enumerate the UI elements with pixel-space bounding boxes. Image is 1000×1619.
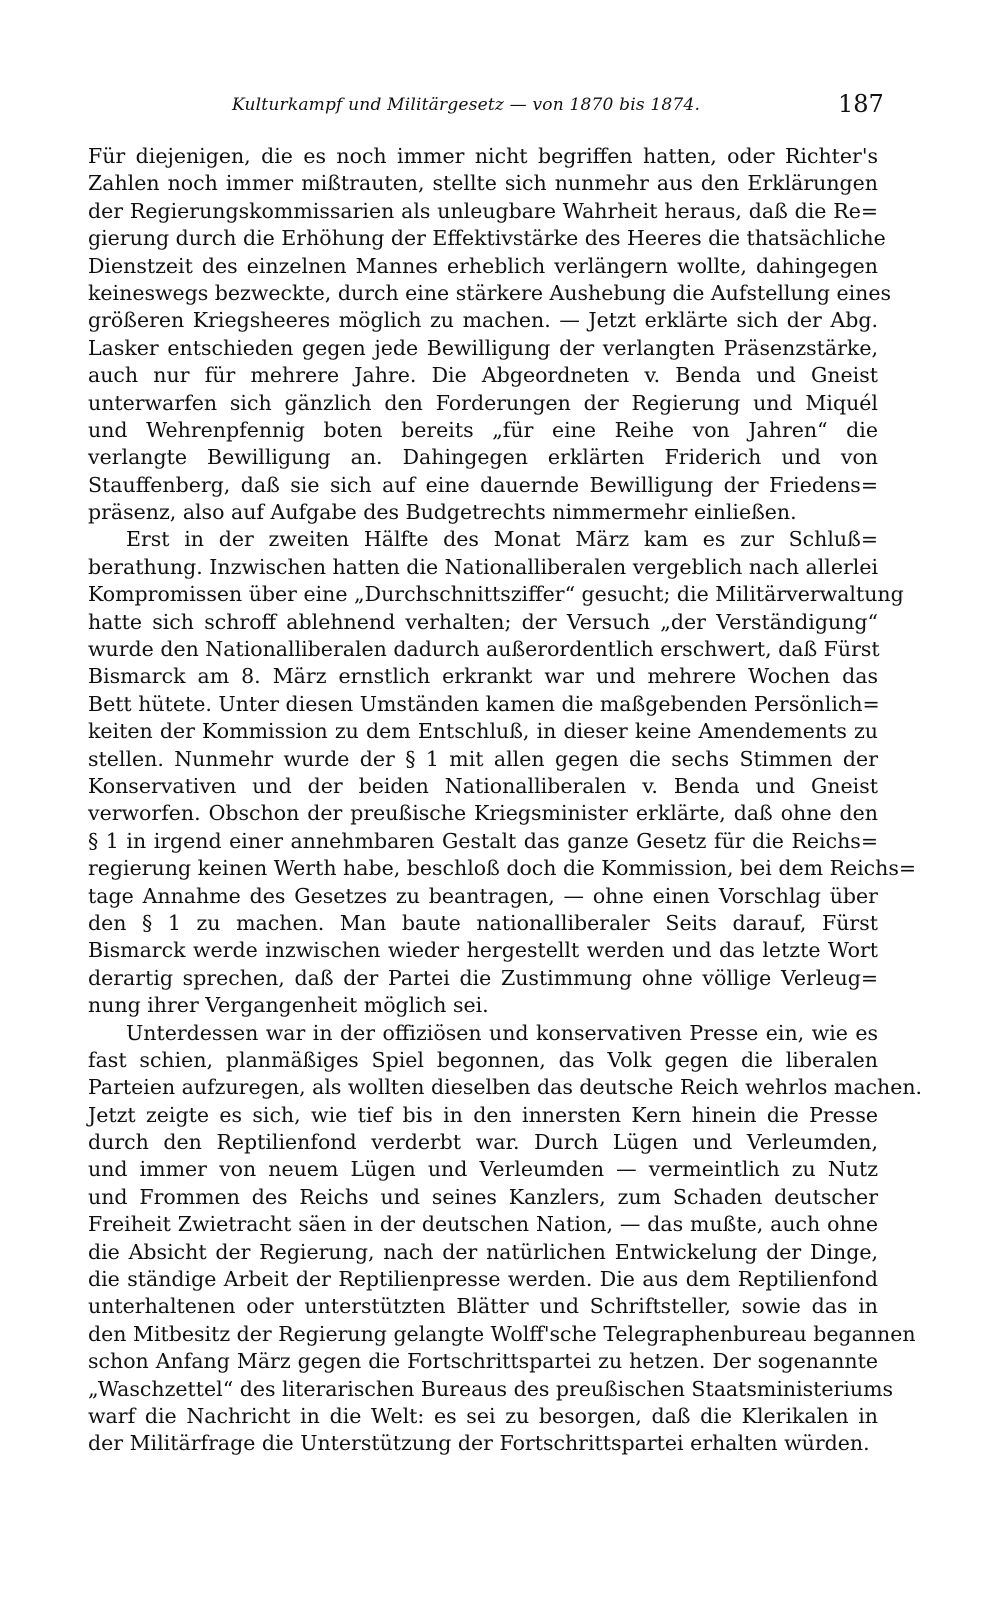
text-line: Kompromissen über eine „Durchschnittsziffer“ gesucht; die Militärverwaltung xyxy=(88,582,904,607)
text-line: verlangte Bewilligung an. Dahingegen erklärten Friderich und von xyxy=(88,445,878,470)
text-line: tage Annahme des Gesetzes zu beantragen, — ohne einen Vorschlag über xyxy=(88,883,878,908)
text-line: durch den Reptilienfond verderbt war. Durch Lügen und Verleumden, xyxy=(88,1130,878,1155)
text-line: Bismarck am 8. März ernstlich erkrankt war und mehrere Wochen das xyxy=(88,664,878,689)
text-line: Parteien aufzuregen, als wollten dieselben das deutsche Reich wehrlos machen. xyxy=(88,1075,923,1100)
text-line: keiten der Kommission zu dem Entschluß, in dieser keine Amendements zu xyxy=(88,719,878,744)
text-line: unterwarfen sich gänzlich den Forderungen der Regierung und Miquél xyxy=(88,390,878,415)
text-line: Bett hütete. Unter diesen Umständen kamen die maßgebenden Persönlich= xyxy=(88,691,880,716)
text-line: unterhaltenen oder unterstützten Blätter und Schriftsteller, sowie das in xyxy=(88,1294,878,1319)
text-line: schon Anfang März gegen die Fortschrittspartei zu hetzen. Der sogenannte xyxy=(88,1349,878,1374)
text-line: und immer von neuem Lügen und Verleumden — vermeintlich zu Nutz xyxy=(88,1157,878,1182)
text-line: Freiheit Zwietracht säen in der deutschen Nation, — das mußte, auch ohne xyxy=(88,1212,878,1237)
text-line: nung ihrer Vergangenheit möglich sei. xyxy=(88,993,489,1018)
page-number: 187 xyxy=(838,90,884,118)
body-text xyxy=(88,143,923,1458)
text-line: derartig sprechen, daß der Partei die Zustimmung ohne völlige Verleug= xyxy=(88,965,878,990)
text-line: Erst in der zweiten Hälfte des Monat März kam es zur Schluß= xyxy=(126,527,878,552)
text-line: Dienstzeit des einzelnen Mannes erheblich verlängern wollte, dahingegen xyxy=(88,253,878,278)
text-line: Jetzt zeigte es sich, wie tief bis in den innersten Kern hinein die Presse xyxy=(88,1102,878,1127)
text-line: präsenz, also auf Aufgabe des Budgetrechts nimmermehr einließen. xyxy=(88,500,797,525)
text-line: fast schien, planmäßiges Spiel begonnen, das Volk gegen die liberalen xyxy=(88,1047,878,1072)
text-line: den Mitbesitz der Regierung gelangte Wolff'sche Telegraphenbureau begannen xyxy=(88,1321,916,1346)
text-line: „Waschzettel“ des literarischen Bureaus des preußischen Staatsministeriums xyxy=(88,1376,894,1401)
text-line: § 1 in irgend einer annehmbaren Gestalt das ganze Gesetz für die Reichs= xyxy=(88,828,878,853)
text-line: stellen. Nunmehr wurde der § 1 mit allen gegen die sechs Stimmen der xyxy=(88,746,878,771)
text-line: und Wehrenpfennig boten bereits „für eine Reihe von Jahren“ die xyxy=(88,417,878,442)
text-line: Konservativen und der beiden Nationalliberalen v. Benda und Gneist xyxy=(88,773,878,798)
text-line: berathung. Inzwischen hatten die Nationalliberalen vergeblich nach allerlei xyxy=(88,554,879,579)
text-line: die ständige Arbeit der Reptilienpresse werden. Die aus dem Reptilienfond xyxy=(88,1267,878,1292)
text-line: auch nur für mehrere Jahre. Die Abgeordneten v. Benda und Gneist xyxy=(88,363,878,388)
text-line: regierung keinen Werth habe, beschloß doch die Kommission, bei dem Reichs= xyxy=(88,856,917,881)
text-line: Lasker entschieden gegen jede Bewilligung der verlangten Präsenzstärke, xyxy=(88,335,878,360)
text-line: den § 1 zu machen. Man baute nationalliberaler Seits darauf, Fürst xyxy=(88,910,878,935)
text-line: Für diejenigen, die es noch immer nicht begriffen hatten, oder Richter's xyxy=(88,144,878,168)
text-line: hatte sich schroff ablehnend verhalten; der Versuch „der Verständigung“ xyxy=(88,609,878,634)
text-line: verworfen. Obschon der preußische Kriegsminister erklärte, daß ohne den xyxy=(88,801,878,826)
text-line: gierung durch die Erhöhung der Effektivstärke des Heeres die thatsächliche xyxy=(88,226,886,251)
text-line: wurde den Nationalliberalen dadurch außerordentlich erschwert, daß Fürst xyxy=(88,637,880,662)
text-line: der Regierungskommissarien als unleugbare Wahrheit heraus, daß die Re= xyxy=(88,198,878,223)
text-line: keineswegs bezweckte, durch eine stärkere Aushebung die Aufstellung eines xyxy=(88,280,892,305)
text-line: Unterdessen war in der offiziösen und konservativen Presse ein, wie es xyxy=(126,1020,878,1045)
text-line: Stauffenberg, daß sie sich auf eine dauernde Bewilligung der Friedens= xyxy=(88,472,878,497)
text-line: die Absicht der Regierung, nach der natürlichen Entwickelung der Dinge, xyxy=(88,1239,878,1264)
text-line: größeren Kriegsheeres möglich zu machen. — Jetzt erklärte sich der Abg. xyxy=(88,308,878,333)
text-line: der Militärfrage die Unterstützung der Fortschrittspartei erhalten würden. xyxy=(88,1431,870,1456)
text-line: und Frommen des Reichs und seines Kanzlers, zum Schaden deutscher xyxy=(88,1184,878,1209)
text-line: Zahlen noch immer mißtrauten, stellte sich nunmehr aus den Erklärungen xyxy=(88,171,878,196)
running-title: Kulturkampf und Militärgesetz — von 1870 bis 1874. xyxy=(232,95,701,115)
text-line: Bismarck werde inzwischen wieder hergestellt werden und das letzte Wort xyxy=(88,938,878,963)
text-line: warf die Nachricht in die Welt: es sei zu besorgen, daß die Klerikalen in xyxy=(88,1403,878,1428)
